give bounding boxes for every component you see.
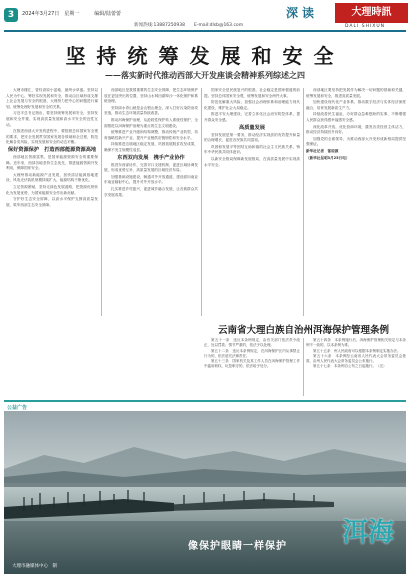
col2-body	[104, 88, 198, 154]
masthead	[0, 0, 410, 32]
col1-body2	[6, 155, 98, 208]
paragraph: 巩固和发展平等团结互助和谐的社会主义民族关系，铸牢中华民族共同体意识。	[204, 144, 300, 155]
column-divider	[201, 88, 202, 316]
paragraph: 在推进西部大开发的进程中，要按照总体国家安全观的要求，把安全发展贯穿国家发展各领域和全过程，防范化解各类风险，实现发展和安全的动态平衡。	[6, 129, 98, 145]
paragraph: 第五十六条 本条例经云南省人民代表大会常务委员会批准，由州人民代表大会常务委员会公布施行。	[306, 353, 406, 364]
paragraph: 第五十五条 州人民政府可以根据本条例制定实施办法。	[313, 348, 401, 353]
col3-body2	[204, 133, 300, 169]
column-divider	[101, 88, 102, 316]
article-subhead: ——落实新时代推动西部大开发座谈会精神系列综述之四	[105, 70, 305, 80]
paragraph: 西部地区是我国重要的生态安全屏障，把生态环境保护放在更加突出的位置，坚持山水林田湖草沙一体化保护和系统治理。	[104, 88, 198, 104]
date-line: 2024年3月27日 星期一 编辑/陆蕾蕾	[22, 11, 121, 17]
paragraph: 以新安全格局保障新发展格局，在高质量发展中实现高水平安全。	[204, 156, 300, 167]
paragraph: 深化改革开放，优化营商环境，激发各类经营主体活力，推动经济持续回升向好。	[306, 124, 406, 135]
paragraph: 持续推进边境地区稳定发展，巩固拓展脱贫攻坚成果，确保不发生规模性返贫。	[104, 142, 198, 152]
column-divider	[303, 338, 304, 396]
paragraph: 大理州推动新能源产业发展，加快清洁能源基地建设，风电光伏装机规模持续扩大，能源结构不断优化。	[6, 172, 98, 183]
article-column-4	[306, 88, 406, 316]
col3-subhead: 高质量发展	[239, 124, 265, 131]
paragraph: 防范化解重大风险，加强社会治理体系和治理能力现代化建设，维护社会大局稳定。	[204, 100, 300, 110]
newspaper-logo: 大理時訊	[335, 3, 408, 23]
article-column-2	[104, 88, 198, 396]
section-label: 深读	[286, 6, 319, 20]
paragraph: 第五十四条 本条例施行后，洱海保护管理相关规定与本条例不一致的，以本条例为准。	[306, 338, 406, 348]
paragraph: 坚持绿水青山就是金山银山理念，深入打好污染防治攻坚战，推动生态环境质量持续改善。	[104, 105, 198, 116]
regulation-column-2	[306, 338, 406, 398]
ad-label: 公益广告	[7, 405, 28, 411]
paragraph: 扎实推进乡村振兴，促进城乡融合发展，让各族群众共享发展成果。	[104, 186, 198, 197]
col1-body	[6, 88, 98, 146]
ad-rule	[4, 400, 406, 402]
regulation-column-1	[204, 338, 300, 398]
paragraph: 西部地区资源富集，是国家能源资源安全的重要保障。近年来，西部各地坚持生态优先，推进能源资源开发利用，保障国家安全。	[6, 154, 98, 171]
paragraph: 加快建设现代化产业体系，推动数字经济与实体经济深度融合，培育发展新质生产力。	[306, 100, 406, 110]
paragraph: 守护好生态安全屏障，以高水平保护支撑高质量发展，筑牢西部生态安全屏障。	[6, 197, 98, 207]
col2-subhead: 东西双向发展 携手产业协作	[117, 154, 185, 161]
col1-subhead: 保好资源保护 打造西部能源资源高地	[7, 146, 97, 153]
paragraph: 西部地区要坚持把发展作为解决一切问题的基础和关键，统筹发展和安全，推进高质量发展。	[306, 88, 406, 98]
paragraph: 国家安全是民族复兴的根基，社会稳定是国家强盛的前提。坚持总体国家安全观，统筹发展和安全两件大事。	[204, 88, 300, 98]
paragraph: 第五十二条 违反本条例规定，在洱海保护区内从事禁止行为的，依法追究法律责任。	[204, 348, 300, 358]
paragraph: 习近平总书记指出，要坚持统筹发展和安全，坚持发展和安全并重，实现高质量发展和高水平安全的良性互动。	[6, 111, 98, 127]
paragraph: 坚持发展是第一要务，推动经济实现质的有效提升和量的合理增长，促进各民族共同富裕。	[204, 132, 300, 143]
paragraph: 第五十七条 本条例自公布之日起施行。（完）	[313, 364, 387, 369]
article-column-1	[6, 88, 98, 396]
col4-body	[306, 88, 406, 148]
article-byline: 新华社记者 郁琼源	[306, 148, 339, 153]
paragraph: 推进东西部协作，完善对口支援机制，促进区域协调发展，形成优势互补、高质量发展的区域经济布局。	[104, 162, 198, 173]
paragraph: 立足资源禀赋，坚持走绿色发展道路，把资源优势转化为发展优势，为国家能源安全作出新贡献。	[6, 184, 98, 195]
col2-body2	[104, 163, 198, 199]
paragraph: 大理市楼汇，曾经高原小盆地、最终水草盛。坚持以人民为中心，筹好实现发展和安全，推动由区域形成支撑上社会发展与安全的根基，大理努力把中心的问题进行谋划，统筹处理好发展和安全的关系。	[6, 88, 98, 109]
ad-big-word: 洱海	[342, 518, 395, 548]
newspaper-logo-sub: DALI SHIXUN	[345, 24, 386, 29]
article-column-3	[204, 88, 300, 316]
paragraph: 第五十一条 违反本条例规定，由有关部门依法责令改正，处以罚款；情节严重的，依法予以处理。	[204, 338, 300, 348]
article-source: （新华社昆明3月25日电）	[306, 155, 350, 160]
contact-info: 新闻热线:13887250938 E-mail:dlsb@163.com	[134, 23, 244, 28]
paragraph: 第五十三条 国家机关及其工作人员在洱海保护管理工作中滥用职权、玩忽职守的，依法给予处分。	[204, 359, 300, 369]
page-number: 3	[4, 8, 18, 22]
column-divider	[303, 88, 304, 316]
paragraph: 持续改善民生福祉，办好群众急难愁盼的实事，不断增强人民群众获得感幸福感安全感。	[306, 112, 406, 122]
paragraph: 统筹推进产业升级和结构调整，推动传统产业转型，培育战略性新兴产业，提升产业链供应链韧性和安全水平。	[104, 130, 198, 140]
col3-body	[204, 88, 300, 124]
paragraph: 加强基础设施建设，畅通对外开放通道，建设面向南亚东南亚辐射中心，提升对外开放水平。	[104, 174, 198, 185]
article-headline: 坚持统筹发展和安全	[65, 44, 345, 68]
header-rule	[4, 30, 406, 32]
paragraph: 推动洱海保护治理，从抢救性保护转入系统性保护，全面推进以洱海保护治理为重点的生态文明建设。	[104, 117, 198, 128]
ad-slogan: 像保护眼睛一样保护	[188, 541, 287, 552]
ad-sponsor: 大理市融媒体中心 制	[12, 564, 57, 569]
regulation-title: 云南省大理白族自治州洱海保护管理条例	[217, 325, 389, 336]
paragraph: 加强党的全面领导，为推动西部大开发形成新格局提供坚强保证。	[306, 136, 406, 147]
paragraph: 推进平安大理建设，完善立体化社会治安防控体系，提升群众安全感。	[204, 112, 300, 122]
